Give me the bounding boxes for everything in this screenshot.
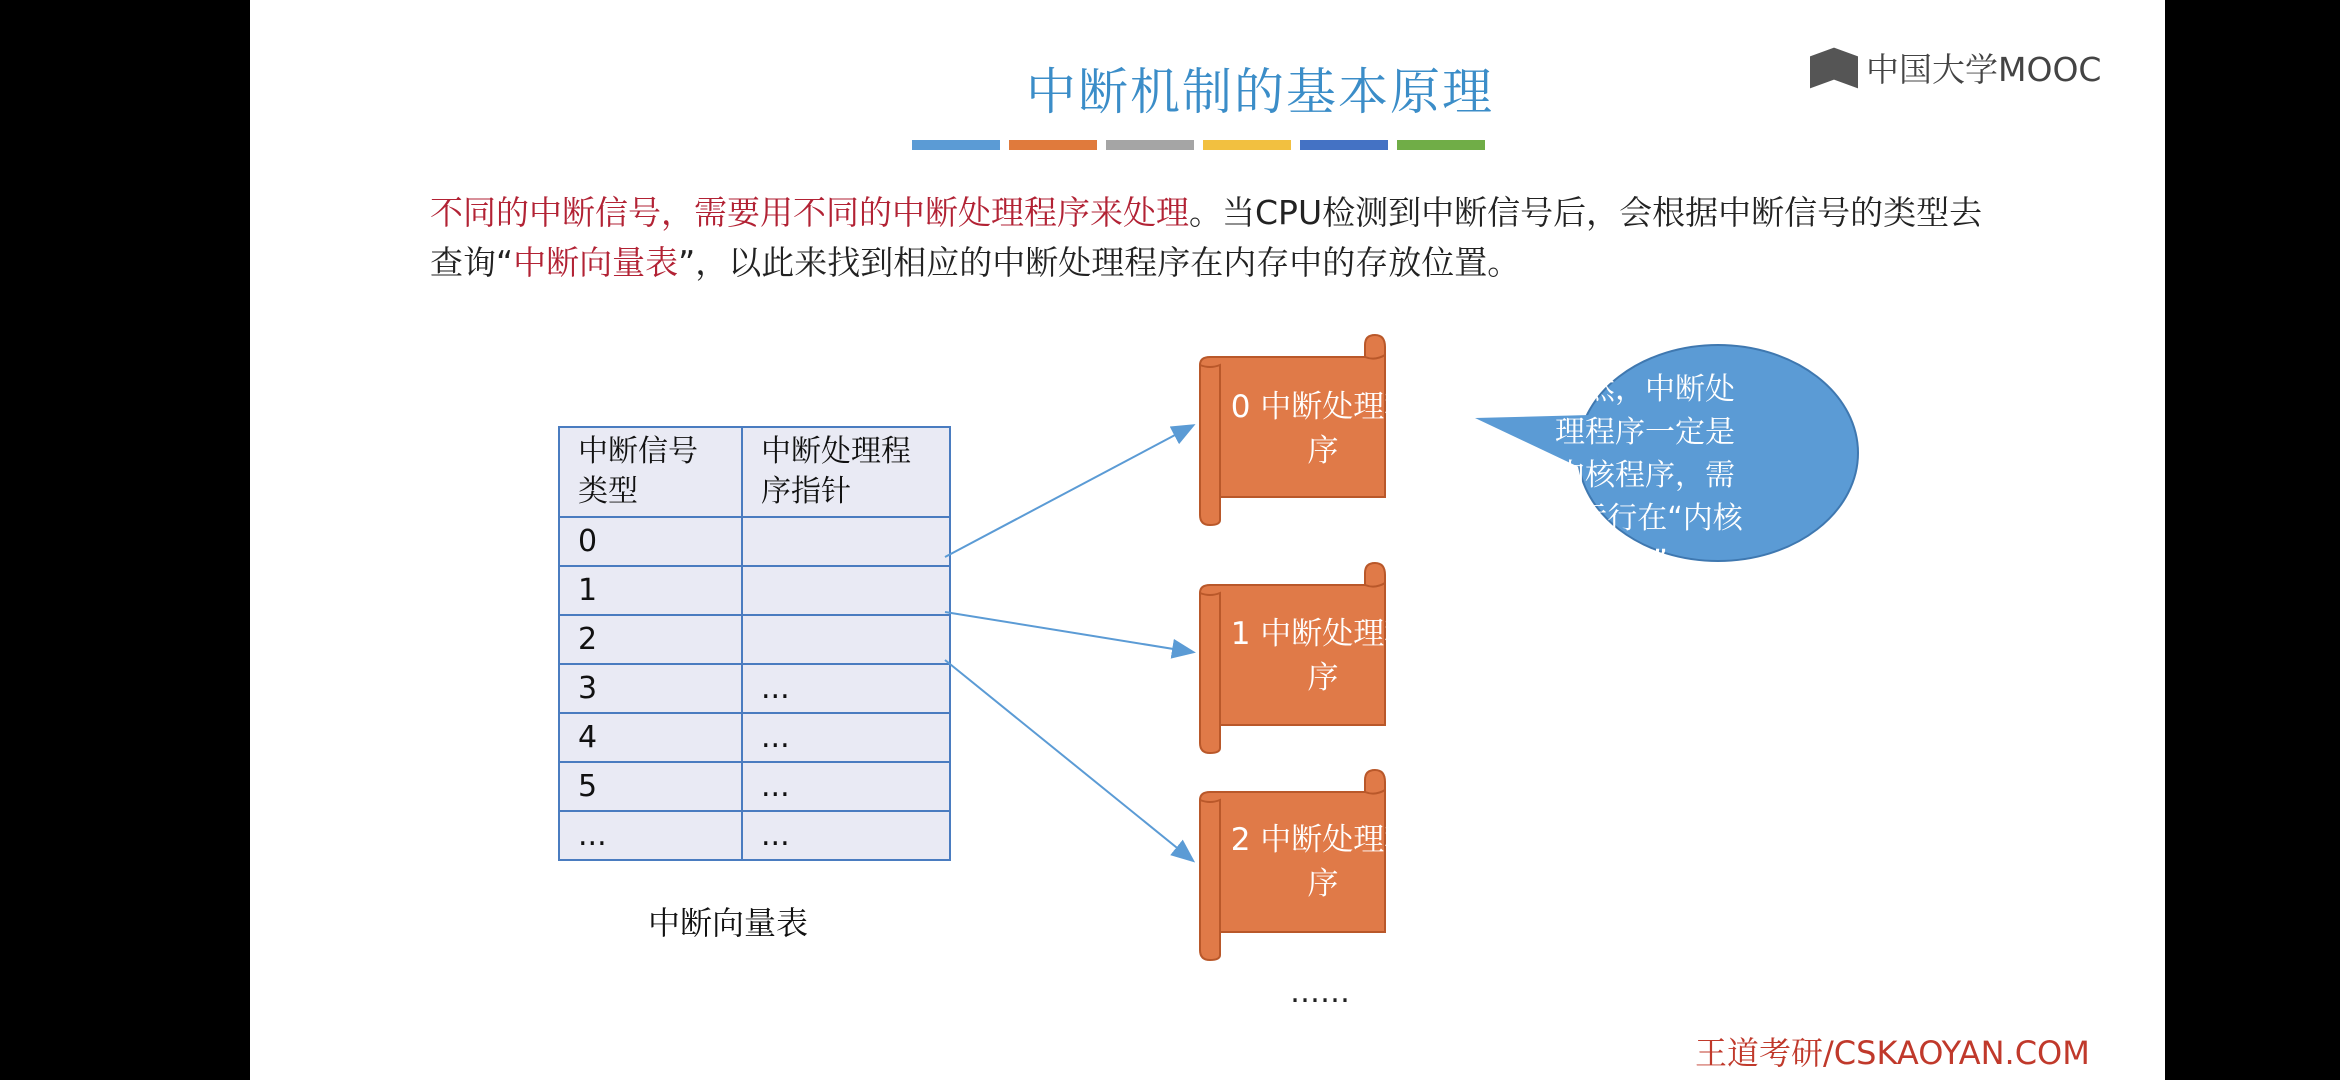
table-cell: ...	[742, 762, 950, 811]
table-cell: ...	[742, 811, 950, 860]
table-cell: ...	[742, 713, 950, 762]
table-cell: 3	[559, 664, 742, 713]
mooc-logo-text: 中国大学MOOC	[1866, 50, 2102, 89]
bubble-text: 显然，中断处理程序一定是内核程序，需要运行在“内核态”	[1547, 372, 1743, 579]
slide	[250, 0, 2165, 1080]
handler-label: 1 中断处理程序	[1230, 616, 1416, 696]
body-text: 。当CPU检测到中断信号后，会根据中断信号的类型去查询“	[430, 193, 1983, 282]
pointer-arrow	[945, 660, 1192, 860]
pointer-arrow	[945, 426, 1192, 557]
table-cell: ...	[559, 811, 742, 860]
body-text: ”，以此来找到相应的中断处理程序在内存中的存放位置。	[678, 243, 1521, 282]
table-cell: 2	[559, 615, 742, 664]
pointer-arrow	[945, 612, 1192, 652]
column-header: 中断处理程序指针	[742, 427, 950, 517]
watermark: 王道考研/CSKAOYAN.COM	[1695, 1034, 2090, 1072]
diagram-connectors	[250, 0, 2165, 1080]
table-caption: 中断向量表	[648, 904, 809, 942]
handler-label: 2 中断处理程序	[1230, 822, 1416, 902]
table-cell: ...	[742, 664, 950, 713]
column-header: 中断信号类型	[559, 427, 742, 517]
table-cell: 0	[559, 517, 742, 566]
table-cell: 5	[559, 762, 742, 811]
highlight-text: 不同的中断信号，需要用不同的中断处理程序来处理	[430, 193, 1189, 232]
handler-label: 0 中断处理程序	[1230, 389, 1416, 469]
highlight-text: 中断向量表	[513, 243, 679, 282]
slide-title: 中断机制的基本原理	[1026, 63, 1494, 121]
table-cell: 4	[559, 713, 742, 762]
more-handlers-ellipsis: ……	[1290, 975, 1350, 1010]
table-cell: 1	[559, 566, 742, 615]
